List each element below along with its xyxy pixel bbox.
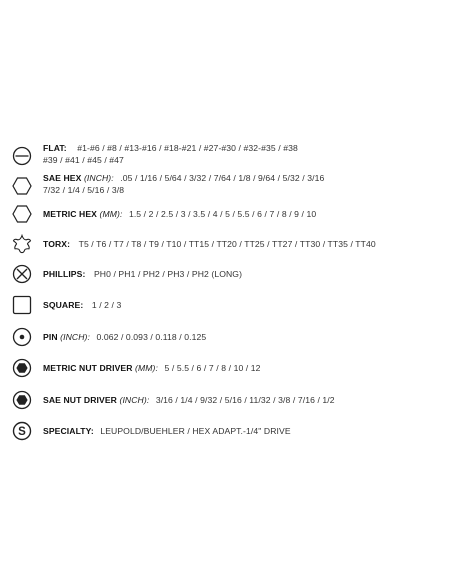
bit-sizes-line-1: .05 / 1/16 / 5/64 / 3/32 / 7/64 / 1/8 / 9/64 / 5/32 / 3/16 (120, 173, 325, 183)
bit-sizes-line-1: LEUPOLD/BUEHLER / HEX ADAPT.-1/4" DRIVE (100, 426, 291, 436)
bit-unit-label: (INCH): (119, 395, 150, 405)
bit-type-label: SPECIALTY: (43, 426, 94, 436)
hex-outline-icon (12, 176, 32, 196)
bit-row-text (43, 425, 443, 437)
torx-star-icon (12, 234, 32, 254)
bit-unit-label: (MM): (135, 363, 158, 373)
bit-type-label: PHILLIPS: (43, 269, 86, 279)
bit-row-text (43, 268, 443, 280)
bit-sizes-line-1: 1.5 / 2 / 2.5 / 3 / 3.5 / 4 / 5 / 5.5 / 6 / 7 / 8 / 9 / 10 (128, 209, 317, 219)
bit-row-text (43, 394, 443, 406)
bit-row-text (43, 172, 443, 196)
bit-sizes-line-1: 1 / 2 / 3 (91, 300, 122, 310)
bit-type-label: METRIC HEX (43, 209, 97, 219)
flat-blade-icon (12, 146, 32, 166)
specialty-s-glyph: S (18, 426, 26, 439)
bit-type-label: SQUARE: (43, 300, 84, 310)
bit-type-label: TORX: (43, 239, 71, 249)
bit-sizes-line-1: T5 / T6 / T7 / T8 / T9 / T10 / TT15 / TT20 / TT25 / TT27 / TT30 / TT35 / TT40 (78, 239, 376, 249)
bit-unit-label: (MM): (99, 209, 123, 219)
bit-sizes-line-2: 7/32 / 1/4 / 5/16 / 3/8 (43, 185, 125, 195)
square-icon (12, 295, 32, 315)
specialty-s-icon (12, 421, 32, 441)
bit-sizes-line-1: 0.062 / 0.093 / 0.118 / 0.125 (96, 332, 207, 342)
bit-sizes-line-1: 3/16 / 1/4 / 9/32 / 5/16 / 11/32 / 3/8 / 7/16 / 1/2 (155, 395, 335, 405)
bit-unit-label: (INCH): (83, 173, 114, 183)
bit-type-label: SAE HEX (43, 173, 82, 183)
bit-row-text (43, 238, 443, 250)
bit-row-text (43, 299, 443, 311)
bit-row-text (43, 142, 443, 166)
nut-driver-icon (12, 358, 32, 378)
pin-dot-icon (12, 327, 32, 347)
bit-type-label: SAE NUT DRIVER (43, 395, 117, 405)
bit-unit-label: (INCH): (60, 332, 90, 342)
bit-row-text (43, 208, 443, 220)
bit-sizes-line-1: 5 / 5.5 / 6 / 7 / 8 / 10 / 12 (164, 363, 261, 373)
nut-driver-icon (12, 390, 32, 410)
hex-outline-icon (12, 204, 32, 224)
bit-row-text (43, 362, 443, 374)
phillips-cross-icon (12, 264, 32, 284)
bit-row-text (43, 331, 443, 343)
bit-sizes-line-2: #39 / #41 / #45 / #47 (43, 155, 124, 165)
bit-type-label: METRIC NUT DRIVER (43, 363, 133, 373)
bit-type-label: PIN (43, 332, 58, 342)
bit-type-label: FLAT: (43, 143, 67, 153)
bit-sizes-line-1: #1-#6 / #8 / #13-#16 / #18-#21 / #27-#30 / #32-#35 / #38 (77, 143, 298, 153)
bit-sizes-line-1: PH0 / PH1 / PH2 / PH3 / PH2 (LONG) (93, 269, 243, 279)
